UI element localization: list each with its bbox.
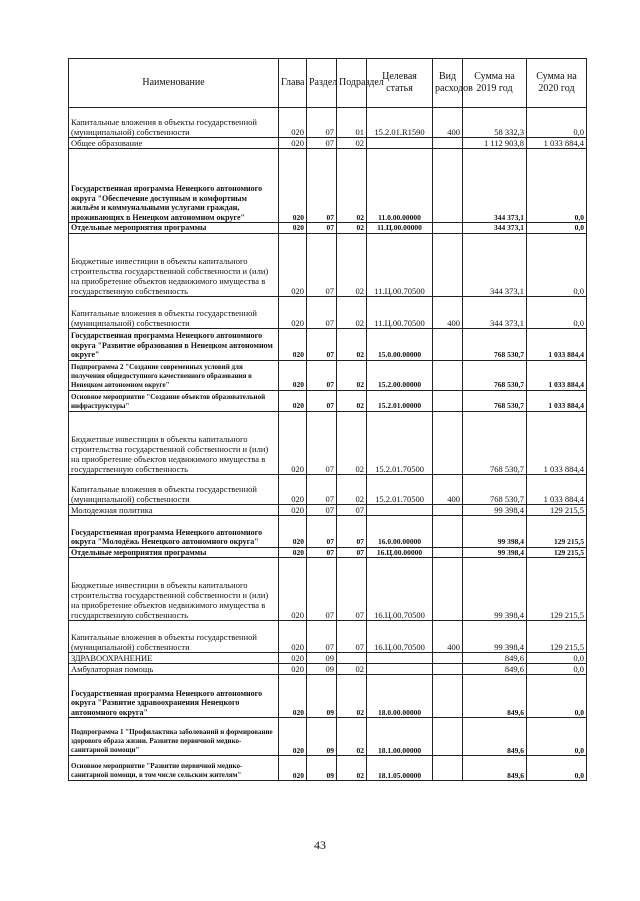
cell-name: Государственная программа Ненецкого автономного округа "Молодёжь Ненецкого автономного округа"	[69, 515, 279, 547]
cell-target: 11.Ц.00.00000	[367, 223, 433, 234]
table-row	[69, 515, 587, 547]
cell-chapter: 020	[279, 233, 307, 296]
cell-section: 09	[307, 675, 337, 718]
cell-target	[367, 504, 433, 515]
cell-chapter: 020	[279, 223, 307, 234]
cell-chapter: 020	[279, 411, 307, 474]
table-body	[69, 108, 587, 781]
cell-sum-2020: 0,0	[527, 664, 587, 675]
cell-subsection: 02	[337, 411, 367, 474]
cell-chapter: 020	[279, 718, 307, 756]
cell-chapter: 020	[279, 504, 307, 515]
cell-type	[433, 653, 463, 664]
cell-name: Капитальные вложения в объекты государственной (муниципальной) собственности	[69, 474, 279, 504]
table-row	[69, 653, 587, 664]
cell-subsection: 02	[337, 328, 367, 360]
cell-sum-2019: 849,6	[463, 756, 527, 781]
cell-sum-2020: 0,0	[527, 718, 587, 756]
cell-subsection: 02	[337, 138, 367, 149]
cell-sum-2019: 344 373,1	[463, 223, 527, 234]
cell-sum-2019: 1 112 903,8	[463, 138, 527, 149]
header-sum-2020: Сумма на 2020 год	[527, 59, 587, 108]
cell-chapter: 020	[279, 474, 307, 504]
cell-sum-2020: 1 033 884,4	[527, 474, 587, 504]
cell-sum-2019: 768 530,7	[463, 328, 527, 360]
cell-type	[433, 411, 463, 474]
cell-sum-2020: 1 033 884,4	[527, 411, 587, 474]
cell-target	[367, 664, 433, 675]
cell-sum-2019: 58 332,3	[463, 108, 527, 138]
cell-sum-2020: 0,0	[527, 756, 587, 781]
table-row	[69, 296, 587, 328]
cell-sum-2020: 129 215,5	[527, 558, 587, 621]
cell-subsection: 02	[337, 474, 367, 504]
cell-target: 15.2.01.70500	[367, 411, 433, 474]
cell-subsection: 07	[337, 547, 367, 558]
cell-sum-2020: 0,0	[527, 149, 587, 223]
cell-subsection: 02	[337, 233, 367, 296]
cell-section: 07	[307, 149, 337, 223]
cell-type: 400	[433, 108, 463, 138]
cell-chapter: 020	[279, 675, 307, 718]
cell-section: 07	[307, 296, 337, 328]
cell-section: 07	[307, 233, 337, 296]
cell-type	[433, 547, 463, 558]
page-number: 43	[314, 838, 326, 852]
cell-target	[367, 138, 433, 149]
header-sum-2019: Сумма на 2019 год	[463, 59, 527, 108]
cell-sum-2019: 99 398,4	[463, 621, 527, 653]
table-row	[69, 474, 587, 504]
cell-sum-2019: 849,6	[463, 675, 527, 718]
cell-sum-2020: 1 033 884,4	[527, 138, 587, 149]
cell-chapter: 020	[279, 653, 307, 664]
cell-name: Основное мероприятие "Создание объектов образовательной инфраструктуры"	[69, 390, 279, 411]
cell-sum-2019: 99 398,4	[463, 504, 527, 515]
table-header-row	[69, 59, 587, 108]
cell-section: 07	[307, 390, 337, 411]
cell-section: 07	[307, 328, 337, 360]
cell-target: 18.0.00.00000	[367, 675, 433, 718]
cell-target: 11.Ц.00.70500	[367, 233, 433, 296]
cell-chapter: 020	[279, 328, 307, 360]
cell-section: 07	[307, 223, 337, 234]
cell-sum-2020: 129 215,5	[527, 547, 587, 558]
cell-name: Капитальные вложения в объекты государственной (муниципальной) собственности	[69, 621, 279, 653]
cell-subsection: 02	[337, 664, 367, 675]
table-row	[69, 108, 587, 138]
cell-sum-2019: 99 398,4	[463, 547, 527, 558]
cell-section: 07	[307, 474, 337, 504]
table-row	[69, 621, 587, 653]
table-row	[69, 756, 587, 781]
cell-sum-2020: 0,0	[527, 296, 587, 328]
header-target: Целевая статья	[367, 59, 433, 108]
cell-name: Государственная программа Ненецкого автономного округа "Развитие образования в Ненецком автономном округе"	[69, 328, 279, 360]
table-row	[69, 149, 587, 223]
budget-table	[68, 58, 587, 781]
table-row	[69, 664, 587, 675]
cell-target: 15.2.01.70500	[367, 474, 433, 504]
cell-chapter: 020	[279, 515, 307, 547]
cell-section: 07	[307, 411, 337, 474]
cell-section: 07	[307, 360, 337, 390]
cell-type	[433, 223, 463, 234]
cell-type	[433, 138, 463, 149]
cell-name: Амбулаторная помощь	[69, 664, 279, 675]
cell-sum-2020: 0,0	[527, 223, 587, 234]
cell-section: 07	[307, 621, 337, 653]
cell-name: Общее образование	[69, 138, 279, 149]
cell-section: 09	[307, 664, 337, 675]
header-subsection: Подраздел	[337, 59, 367, 108]
cell-section: 09	[307, 653, 337, 664]
table-row	[69, 547, 587, 558]
cell-subsection: 02	[337, 718, 367, 756]
cell-subsection: 02	[337, 223, 367, 234]
cell-type	[433, 504, 463, 515]
cell-target: 15.0.00.00000	[367, 328, 433, 360]
cell-chapter: 020	[279, 664, 307, 675]
cell-name: Молодежная политика	[69, 504, 279, 515]
cell-section: 07	[307, 547, 337, 558]
cell-name: Подпрограмма 1 "Профилактика заболеваний и формирование здорового образа жизни. Развитие первичной медико-санитарной помощи"	[69, 718, 279, 756]
cell-sum-2020: 0,0	[527, 108, 587, 138]
table-row	[69, 390, 587, 411]
cell-sum-2019: 344 373,1	[463, 233, 527, 296]
cell-type	[433, 360, 463, 390]
cell-target: 15.2.01.00000	[367, 390, 433, 411]
cell-sum-2020: 1 033 884,4	[527, 328, 587, 360]
table-row	[69, 360, 587, 390]
cell-chapter: 020	[279, 390, 307, 411]
cell-chapter: 020	[279, 558, 307, 621]
header-section: Раздел	[307, 59, 337, 108]
cell-sum-2019: 344 373,1	[463, 296, 527, 328]
cell-target: 16.Ц.00.70500	[367, 558, 433, 621]
cell-target	[367, 653, 433, 664]
cell-sum-2019: 768 530,7	[463, 411, 527, 474]
cell-name: Подпрограмма 2 "Создание современных условий для получения общедоступного качественного образования в Ненецком автономном округе"	[69, 360, 279, 390]
cell-sum-2020: 129 215,5	[527, 515, 587, 547]
cell-sum-2020: 129 215,5	[527, 621, 587, 653]
table-row	[69, 138, 587, 149]
cell-chapter: 020	[279, 756, 307, 781]
cell-type	[433, 390, 463, 411]
cell-type: 400	[433, 296, 463, 328]
cell-subsection: 02	[337, 149, 367, 223]
table-row	[69, 328, 587, 360]
cell-section: 07	[307, 558, 337, 621]
cell-subsection: 02	[337, 675, 367, 718]
cell-type	[433, 664, 463, 675]
cell-sum-2020: 129 215,5	[527, 504, 587, 515]
cell-type	[433, 558, 463, 621]
cell-subsection: 07	[337, 515, 367, 547]
table-row	[69, 233, 587, 296]
cell-sum-2020: 0,0	[527, 675, 587, 718]
cell-type	[433, 718, 463, 756]
header-chapter: Глава	[279, 59, 307, 108]
cell-name: Капитальные вложения в объекты государственной (муниципальной) собственности	[69, 108, 279, 138]
cell-type	[433, 675, 463, 718]
cell-type: 400	[433, 621, 463, 653]
cell-name: Государственная программа Ненецкого автономного округа "Развитие здравоохранения Ненецкого автономного округа"	[69, 675, 279, 718]
cell-target: 18.1.05.00000	[367, 756, 433, 781]
cell-subsection: 07	[337, 558, 367, 621]
cell-chapter: 020	[279, 547, 307, 558]
cell-sum-2019: 99 398,4	[463, 558, 527, 621]
cell-name: Отдельные мероприятия программы	[69, 223, 279, 234]
cell-chapter: 020	[279, 138, 307, 149]
cell-subsection: 07	[337, 621, 367, 653]
cell-target: 11.0.00.00000	[367, 149, 433, 223]
cell-type: 400	[433, 474, 463, 504]
cell-sum-2019: 768 530,7	[463, 474, 527, 504]
cell-chapter: 020	[279, 149, 307, 223]
cell-type	[433, 233, 463, 296]
cell-name: Основное мероприятие "Развитие первичной медико-санитарной помощи, в том числе сельским жителям"	[69, 756, 279, 781]
cell-sum-2019: 849,6	[463, 664, 527, 675]
table-row	[69, 718, 587, 756]
cell-chapter: 020	[279, 621, 307, 653]
cell-name: Государственная программа Ненецкого автономного округа "Обеспечение доступным и комфортным жильём и коммунальными услугами граждан, проживающих в Ненецком автономном округе"	[69, 149, 279, 223]
cell-section: 07	[307, 108, 337, 138]
cell-name: Бюджетные инвестиции в объекты капитального строительства государственной собственности и (или) на приобретение объектов недвижимого имущества в государственную собственность	[69, 411, 279, 474]
header-name: Наименование	[69, 59, 279, 108]
cell-target: 16.0.00.00000	[367, 515, 433, 547]
cell-target: 15.2.01.R1590	[367, 108, 433, 138]
cell-name: Бюджетные инвестиции в объекты капитального строительства государственной собственности и (или) на приобретение объектов недвижимого имущества в государственную собственность	[69, 233, 279, 296]
table-row	[69, 504, 587, 515]
header-type: Вид расходов	[433, 59, 463, 108]
cell-chapter: 020	[279, 108, 307, 138]
cell-section: 09	[307, 718, 337, 756]
cell-target: 15.2.00.00000	[367, 360, 433, 390]
cell-target: 16.Ц.00.00000	[367, 547, 433, 558]
cell-sum-2019: 344 373,1	[463, 149, 527, 223]
cell-chapter: 020	[279, 360, 307, 390]
cell-sum-2019: 768 530,7	[463, 360, 527, 390]
cell-subsection: 02	[337, 296, 367, 328]
cell-subsection: 01	[337, 108, 367, 138]
cell-subsection: 02	[337, 360, 367, 390]
table-row	[69, 675, 587, 718]
cell-name: ЗДРАВООХРАНЕНИЕ	[69, 653, 279, 664]
cell-subsection	[337, 653, 367, 664]
cell-sum-2020: 1 033 884,4	[527, 360, 587, 390]
cell-target: 18.1.00.00000	[367, 718, 433, 756]
cell-target: 16.Ц.00.70500	[367, 621, 433, 653]
cell-section: 09	[307, 756, 337, 781]
cell-type	[433, 328, 463, 360]
cell-type	[433, 515, 463, 547]
cell-sum-2019: 849,6	[463, 653, 527, 664]
cell-target: 11.Ц.00.70500	[367, 296, 433, 328]
cell-sum-2020: 0,0	[527, 233, 587, 296]
table-row	[69, 411, 587, 474]
cell-sum-2020: 1 033 884,4	[527, 390, 587, 411]
cell-section: 07	[307, 138, 337, 149]
cell-subsection: 07	[337, 504, 367, 515]
cell-chapter: 020	[279, 296, 307, 328]
cell-section: 07	[307, 504, 337, 515]
cell-sum-2019: 768 530,7	[463, 390, 527, 411]
cell-name: Отдельные мероприятия программы	[69, 547, 279, 558]
cell-type	[433, 149, 463, 223]
cell-subsection: 02	[337, 756, 367, 781]
cell-name: Бюджетные инвестиции в объекты капитального строительства государственной собственности и (или) на приобретение объектов недвижимого имущества в государственную собственность	[69, 558, 279, 621]
cell-section: 07	[307, 515, 337, 547]
cell-name: Капитальные вложения в объекты государственной (муниципальной) собственности	[69, 296, 279, 328]
table-row	[69, 223, 587, 234]
cell-sum-2019: 99 398,4	[463, 515, 527, 547]
cell-sum-2019: 849,6	[463, 718, 527, 756]
cell-sum-2020: 0,0	[527, 653, 587, 664]
cell-type	[433, 756, 463, 781]
table-row	[69, 558, 587, 621]
cell-subsection: 02	[337, 390, 367, 411]
